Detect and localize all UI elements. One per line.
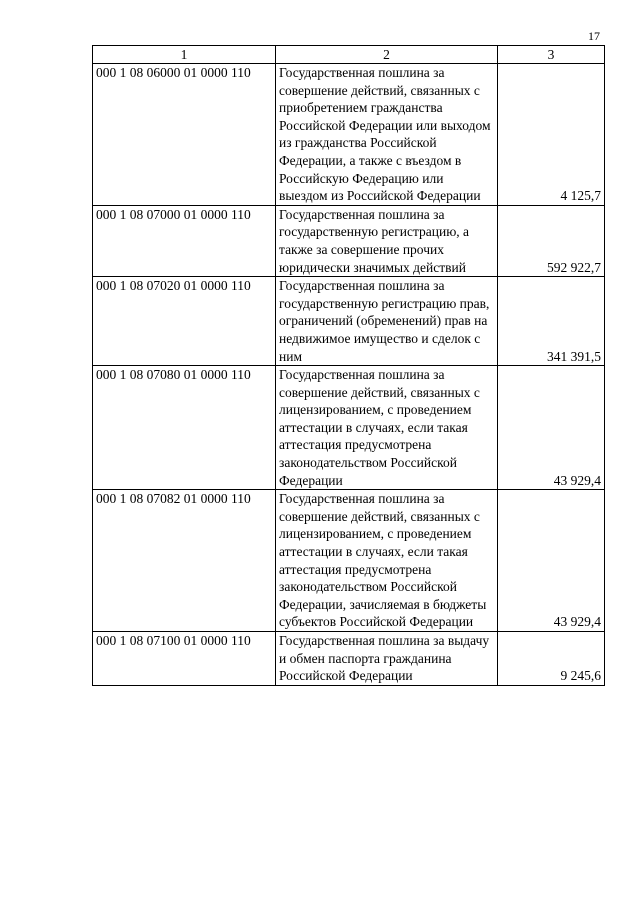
page-number: 17 <box>588 29 600 43</box>
amount-cell: 9 245,6 <box>498 632 605 686</box>
amount-cell: 4 125,7 <box>498 64 605 206</box>
column-header-name: 2 <box>276 46 498 64</box>
amount-cell: 592 922,7 <box>498 205 605 276</box>
budget-code-cell: 000 1 08 07020 01 0000 110 <box>93 277 276 366</box>
revenue-name-cell: Государственная пошлина за совершение действий, связанных с лицензированием, с проведением аттестации в случаях, если такая аттестация предусмотрена законодательством Российской Федерации <box>276 366 498 490</box>
budget-code-cell: 000 1 08 07080 01 0000 110 <box>93 366 276 490</box>
amount-cell: 341 391,5 <box>498 277 605 366</box>
table-row <box>93 490 605 632</box>
amount-cell: 43 929,4 <box>498 366 605 490</box>
revenue-name-cell: Государственная пошлина за государственную регистрацию прав, ограничений (обременений) прав на недвижимое имущество и сделок с ним <box>276 277 498 366</box>
budget-code-cell: 000 1 08 07000 01 0000 110 <box>93 205 276 276</box>
revenue-name-cell: Государственная пошлина за совершение действий, связанных с лицензированием, с проведением аттестации в случаях, если такая аттестация предусмотрена законодательством Российской Федерации, зачисляемая в бюджеты субъектов Российской Федерации <box>276 490 498 632</box>
table-row <box>93 205 605 276</box>
revenue-name-cell: Государственная пошлина за совершение действий, связанных с приобретением гражданства Российской Федерации или выходом из гражданства Российской Федерации, а также с въездом в Российскую Федерацию или выездом из Российской Федерации <box>276 64 498 206</box>
table-row <box>93 366 605 490</box>
revenue-name-cell: Государственная пошлина за выдачу и обмен паспорта гражданина Российской Федерации <box>276 632 498 686</box>
revenue-table <box>92 45 605 686</box>
amount-cell: 43 929,4 <box>498 490 605 632</box>
budget-code-cell: 000 1 08 07100 01 0000 110 <box>93 632 276 686</box>
column-header-code: 1 <box>93 46 276 64</box>
budget-code-cell: 000 1 08 06000 01 0000 110 <box>93 64 276 206</box>
column-header-amount: 3 <box>498 46 605 64</box>
table-row <box>93 632 605 686</box>
table-row <box>93 64 605 206</box>
budget-code-cell: 000 1 08 07082 01 0000 110 <box>93 490 276 632</box>
table-header-row <box>93 46 605 64</box>
table-row <box>93 277 605 366</box>
revenue-name-cell: Государственная пошлина за государственную регистрацию, а также за совершение прочих юридически значимых действий <box>276 205 498 276</box>
